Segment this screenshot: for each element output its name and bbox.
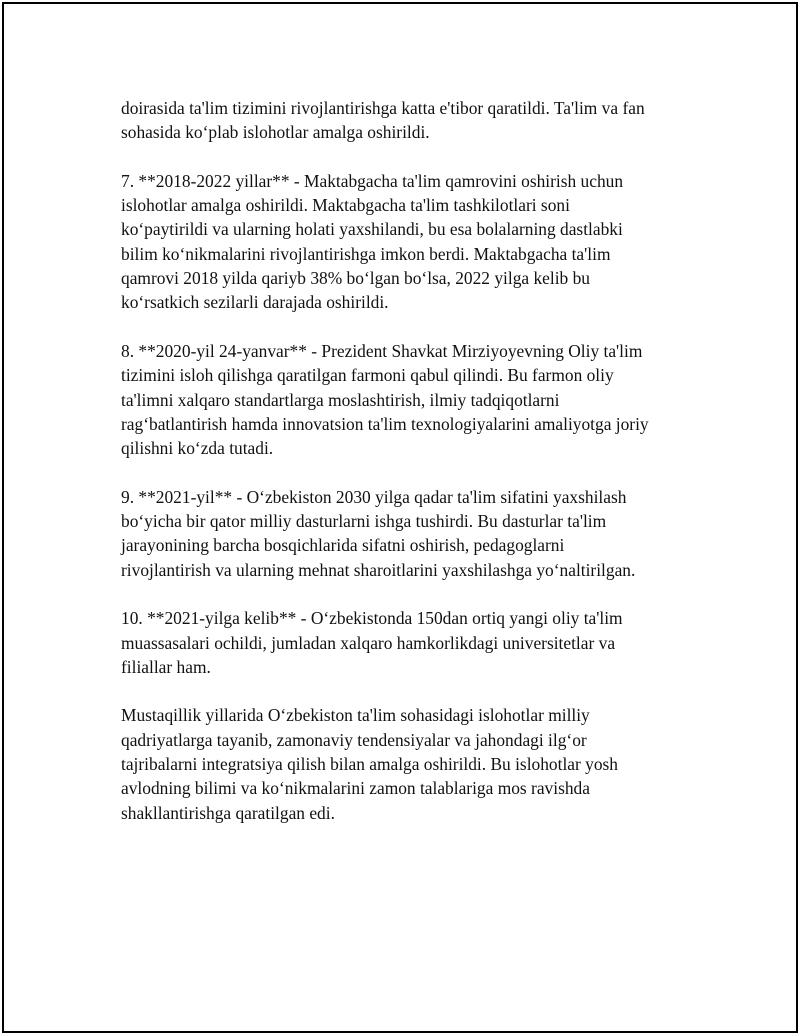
paragraph-item-10 [121,606,691,679]
paragraph-item-8 [121,339,691,460]
text-line: bilim ko‘nikmalarini rivojlantirishga imkon berdi. Maktabgacha ta'lim [121,243,611,264]
text-line: Mustaqillik yillarida O‘zbekiston ta'lim sohasidagi islohotlar milliy [121,705,590,726]
text-line: bo‘yicha bir qator milliy dasturlarni ishga tushirdi. Bu dasturlar ta'lim [121,511,607,532]
text-line: sohasida ko‘plab islohotlar amalga oshirildi. [121,122,430,143]
text-line: qamrovi 2018 yilda qariyb 38% bo‘lgan bo‘lsa, 2022 yilga kelib bu [121,268,590,289]
text-line: tizimini isloh qilishga qaratilgan farmoni qabul qilindi. Bu farmon oliy [121,365,614,386]
text-line: ko‘paytirildi va ularning holati yaxshilandi, bu esa bolalarning dastlabki [121,219,623,240]
text-line: 10. **2021-yilga kelib** - O‘zbekistonda 150dan ortiq yangi oliy ta'lim [121,608,623,629]
text-line: qadriyatlarga tayanib, zamonaviy tendensiyalar va jahondagi ilg‘or [121,729,587,750]
page-frame [2,2,798,1033]
text-line: 9. **2021-yil** - O‘zbekiston 2030 yilga qadar ta'lim sifatini yaxshilash [121,486,627,507]
text-line: islohotlar amalga oshirildi. Maktabgacha ta'lim tashkilotlari soni [121,195,570,216]
text-line: shakllantirishga qaratilgan edi. [121,802,335,823]
paragraph-continuation [121,96,691,145]
paragraph-conclusion [121,703,691,824]
text-line: tajribalarni integratsiya qilish bilan amalga oshirildi. Bu islohotlar yosh [121,754,618,775]
text-line: doirasida ta'lim tizimini rivojlantirishga katta e'tibor qaratildi. Ta'lim va fan [121,98,645,118]
text-line: 7. **2018-2022 yillar** - Maktabgacha ta'lim qamrovini oshirish uchun [121,170,624,191]
text-line: ta'limni xalqaro standartlarga moslashtirish, ilmiy tadqiqotlarni [121,389,560,410]
text-line: rivojlantirish va ularning mehnat sharoitlarini yaxshilashga yo‘naltirilgan. [121,559,636,580]
document-body [121,96,691,849]
text-line: avlodning bilimi va ko‘nikmalarini zamon talablariga mos ravishda [121,778,590,799]
paragraph-item-9 [121,485,691,582]
paragraph-item-7 [121,169,691,315]
text-line: qilishni ko‘zda tutadi. [121,438,274,459]
text-line: filiallar ham. [121,656,211,677]
text-line: 8. **2020-yil 24-yanvar** - Prezident Shavkat Mirziyoyevning Oliy ta'lim [121,340,643,361]
text-line: muassasalari ochildi, jumladan xalqaro hamkorlikdagi universitetlar va [121,632,616,653]
text-line: rag‘batlantirish hamda innovatsion ta'lim texnologiyalarini amaliyotga joriy [121,413,649,434]
text-line: ko‘rsatkich sezilarli darajada oshirildi. [121,292,389,313]
text-line: jarayonining barcha bosqichlarida sifatni oshirish, pedagoglarni [121,535,565,556]
